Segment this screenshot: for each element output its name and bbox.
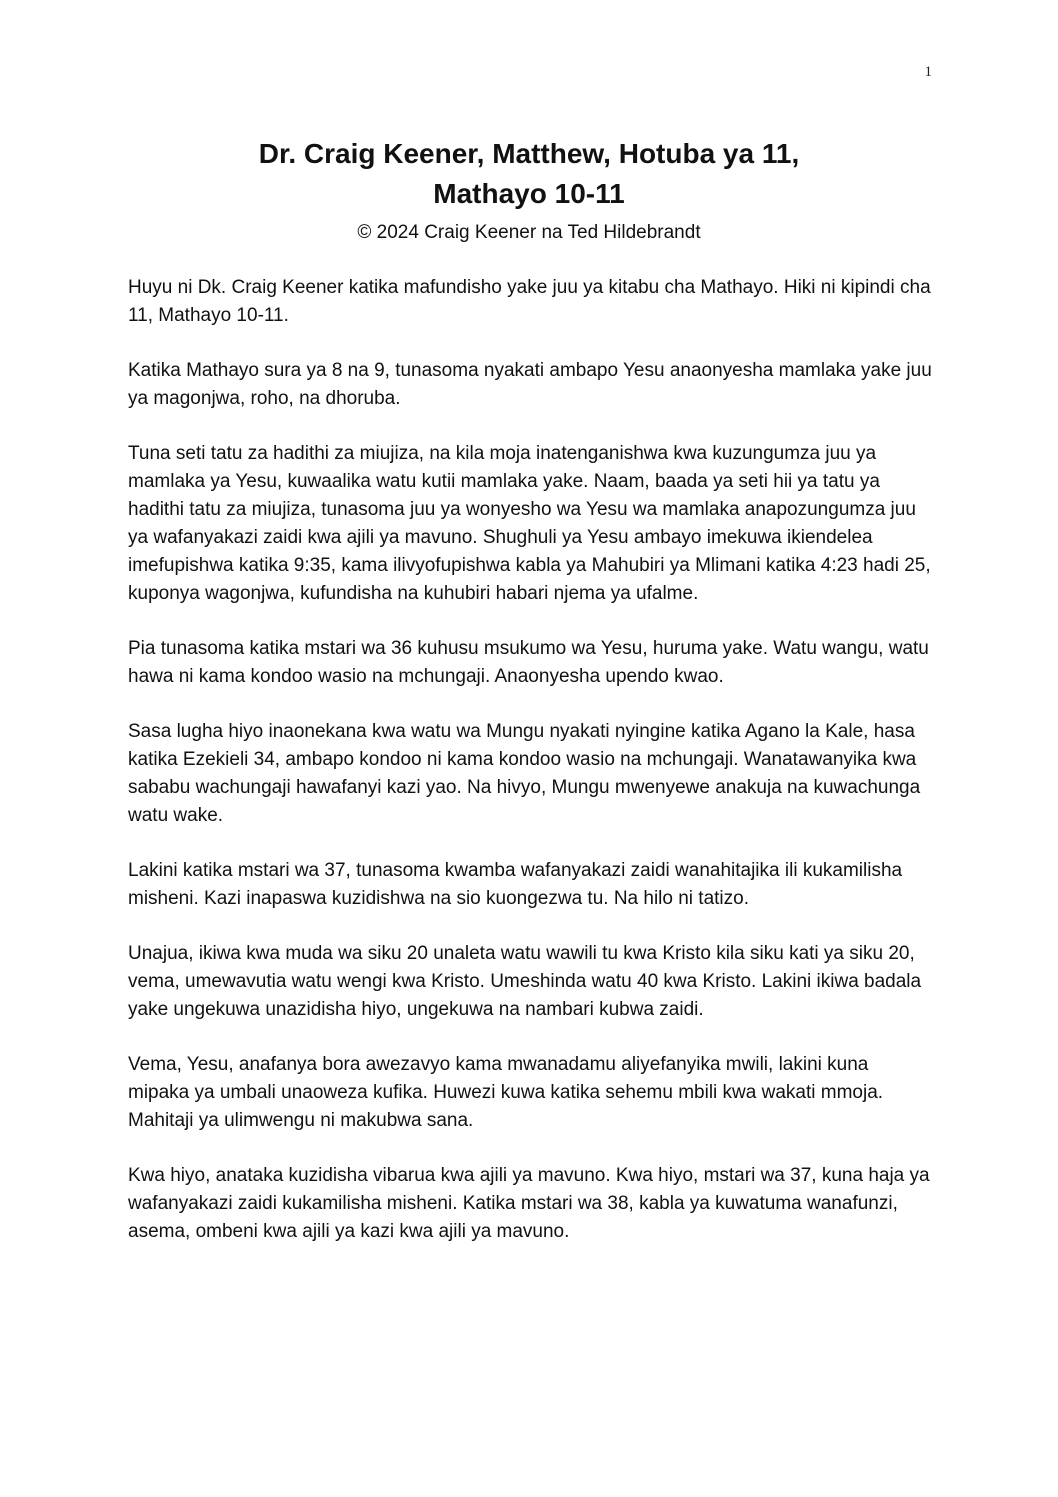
body-paragraph: Sasa lugha hiyo inaonekana kwa watu wa Mungu nyakati nyingine katika Agano la Kale, hasa katika Ezekieli 34, ambapo kondoo ni kama kondoo wasio na mchungaji. Wanatawanyika kwa sababu wachungaji hawafanyi kazi yao. Na hivyo, Mungu mwenyewe anakuja na kuwachunga watu wake. [128, 721, 921, 826]
body-paragraph: Unajua, ikiwa kwa muda wa siku 20 unaleta watu wawili tu kwa Kristo kila siku kati ya siku 20, vema, umewavutia watu wengi kwa Kristo. Umeshinda watu 40 kwa Kristo. Lakini ikiwa badala yake ungekuwa unazidisha hiyo, ungekuwa na nambari kubwa zaidi. [128, 943, 922, 1020]
title-line-1: Dr. Craig Keener, Matthew, Hotuba ya 11, [258, 138, 800, 169]
body-paragraph: Tuna seti tatu za hadithi za miujiza, na kila moja inatenganishwa kwa kuzungumza juu ya mamlaka ya Yesu, kuwaalika watu kutii mamlaka yake. Naam, baada ya seti hii ya tatu ya hadithi tatu za miujiza, tunasoma juu ya wonyesho wa Yesu wa mamlaka anapozungumza juu ya wafanyakazi zaidi kwa ajili ya mavuno. Shughuli ya Yesu ambayo imekuwa ikiendelea imefupishwa katika 9:35, kama ilivyofupishwa kabla ya Mahubiri ya Mlimani katika 4:23 hadi 25, kuponya wagonjwa, kufundisha na kuhubiri habari njema ya ufalme. [128, 443, 931, 604]
body-paragraph: Pia tunasoma katika mstari wa 36 kuhusu msukumo wa Yesu, huruma yake. Watu wangu, watu hawa ni kama kondoo wasio na mchungaji. Anaonyesha upendo kwao. [128, 638, 929, 687]
body-paragraph: Kwa hiyo, anataka kuzidisha vibarua kwa ajili ya mavuno. Kwa hiyo, mstari wa 37, kuna haja ya wafanyakazi zaidi kukamilisha misheni. Katika mstari wa 38, kabla ya kuwatuma wanafunzi, asema, ombeni kwa ajili ya kazi kwa ajili ya mavuno. [128, 1165, 930, 1242]
title-line-2: Mathayo 10-11 [433, 178, 625, 209]
body-paragraph: Katika Mathayo sura ya 8 na 9, tunasoma nyakati ambapo Yesu anaonyesha mamlaka yake juu ya magonjwa, roho, na dhoruba. [128, 360, 932, 409]
document-header [0, 134, 1058, 246]
page-number: 1 [924, 64, 932, 80]
body-paragraph: Vema, Yesu, anafanya bora awezavyo kama mwanadamu aliyefanyika mwili, lakini kuna mipaka ya umbali unaoweza kufika. Huwezi kuwa katika sehemu mbili kwa wakati mmoja. Mahitaji ya ulimwengu ni makubwa sana. [128, 1054, 884, 1131]
document-body [128, 274, 933, 1273]
body-paragraph: Huyu ni Dk. Craig Keener katika mafundisho yake juu ya kitabu cha Mathayo. Hiki ni kipindi cha 11, Mathayo 10-11. [128, 277, 931, 326]
body-paragraph: Lakini katika mstari wa 37, tunasoma kwamba wafanyakazi zaidi wanahitajika ili kukamilisha misheni. Kazi inapaswa kuzidishwa na sio kuongezwa tu. Na hilo ni tatizo. [128, 860, 903, 909]
copyright-notice: © 2024 Craig Keener na Ted Hildebrandt [357, 222, 701, 243]
